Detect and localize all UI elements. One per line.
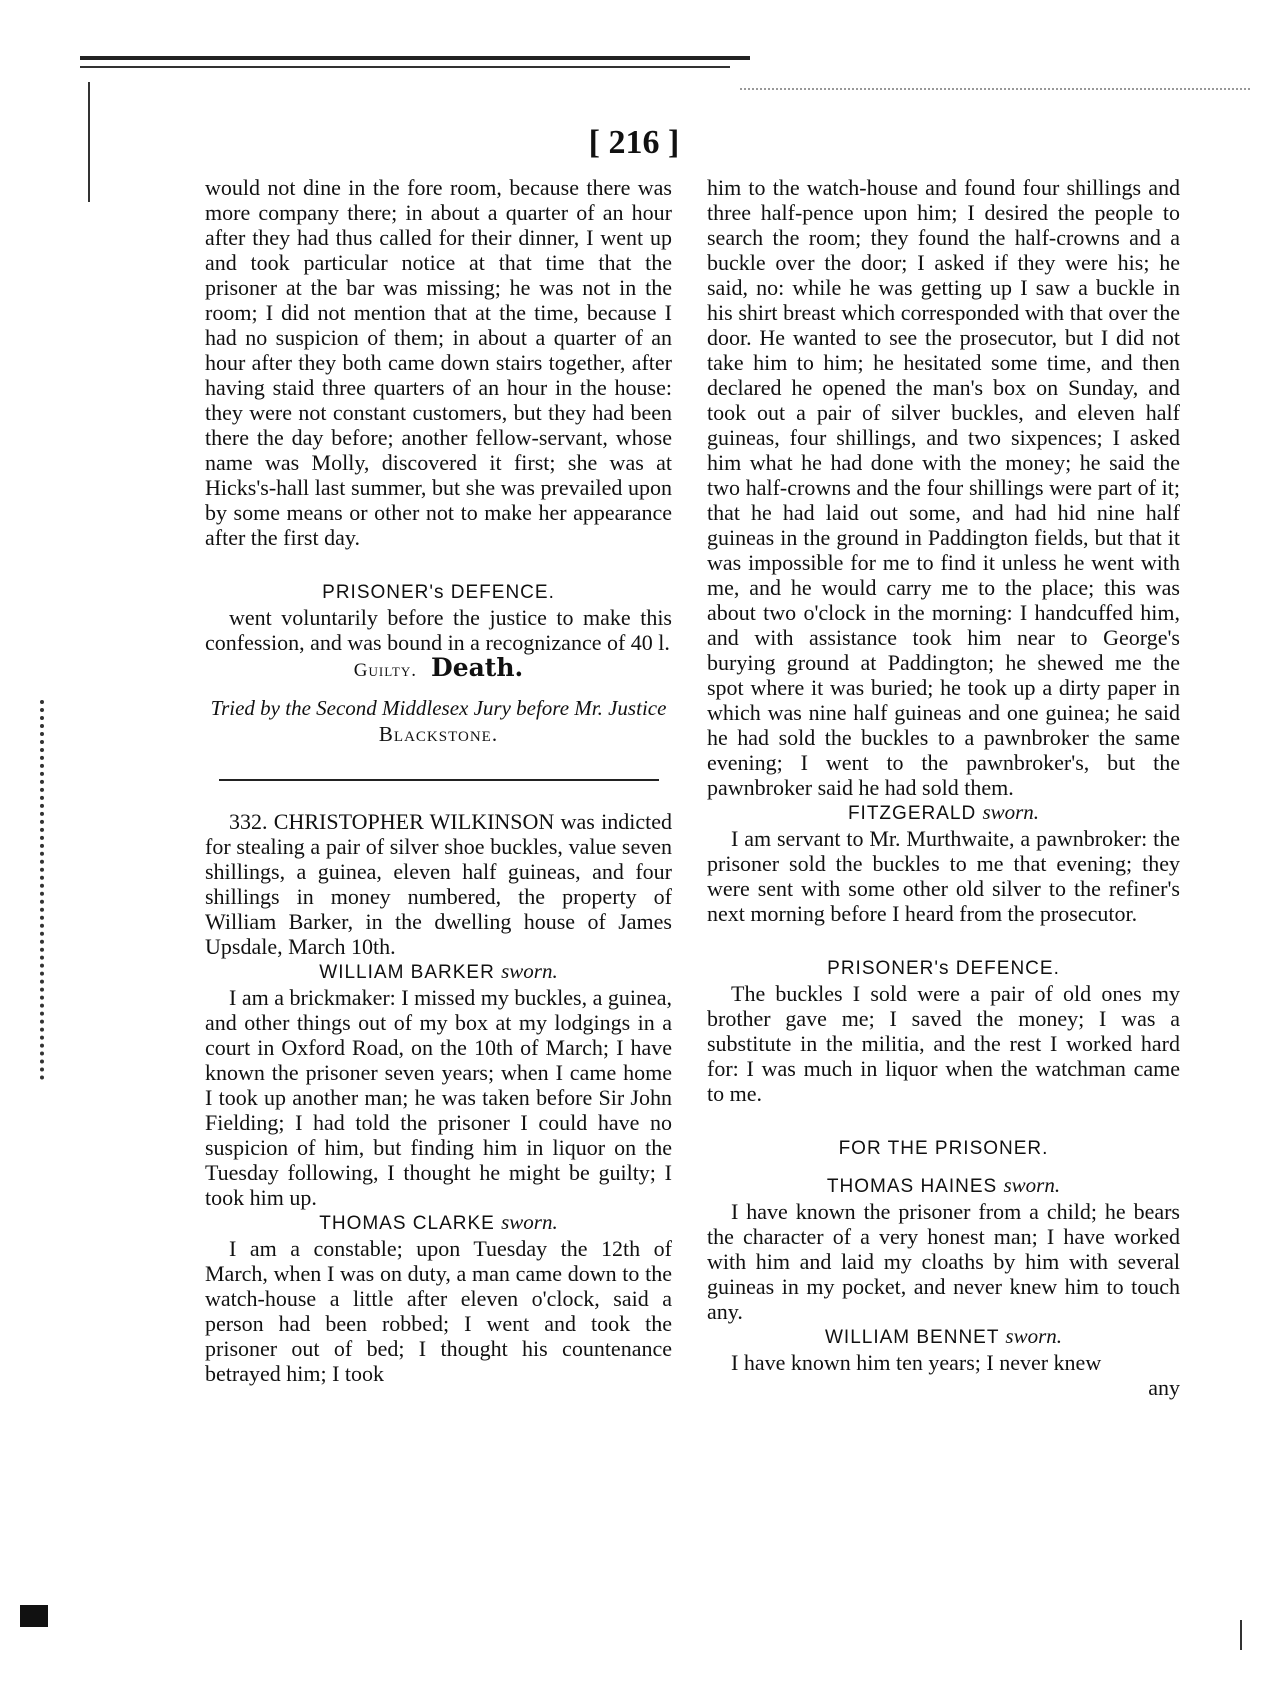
defence-heading: PRISONER's DEFENCE. bbox=[827, 958, 1060, 979]
witness-testimony: I am a brickmaker: I missed my buckles, a guinea, and other things out of my box at my lodgings in a court in Oxford Road, on the 10th of March; I have known the prisoner seven years; when I came home I took up another man; he was taken before Sir John Fielding; I had told the prisoner I could have no suspicion of him, but finding him in liquor on the Tuesday following, I thought he might be guilty; I took him up. bbox=[205, 985, 672, 1210]
sworn-label: sworn. bbox=[501, 959, 558, 983]
left-column bbox=[205, 175, 672, 1386]
page-number: [ 216 ] bbox=[588, 124, 680, 161]
sworn-label: sworn. bbox=[1003, 1173, 1061, 1197]
catchword: any bbox=[1148, 1375, 1180, 1400]
section-divider bbox=[219, 779, 659, 781]
witness-heading bbox=[205, 959, 672, 985]
witness-heading bbox=[707, 1173, 1180, 1199]
witness-name: FITZGERALD bbox=[847, 803, 977, 824]
judge-name: Blackstone. bbox=[378, 722, 499, 746]
witness-heading bbox=[707, 800, 1180, 826]
top-rule-thin bbox=[80, 66, 730, 68]
defence-text: The buckles I sold were a pair of old ones my brother gave me; I saved the money; I was a substitute in the militia, and the rest I worked hard for: I was much in liquor when the watchman came to me. bbox=[707, 981, 1180, 1106]
for-prisoner-heading: FOR THE PRISONER. bbox=[838, 1138, 1049, 1159]
tried-by-text: Tried by the Second Middlesex Jury before Mr. Justice bbox=[210, 696, 667, 720]
case-intro: 332. CHRISTOPHER WILKINSON was indicted for stealing a pair of silver shoe buckles, value seven shillings, a guinea, eleven half guineas, and four shillings in money numbered, the property of William Barker, in the dwelling house of James Upsdale, March 10th. bbox=[205, 809, 672, 959]
witness-name: WILLIAM BENNET bbox=[824, 1327, 1000, 1348]
top-rule bbox=[80, 56, 750, 60]
witness-testimony: I am a constable; upon Tuesday the 12th of March, when I was on duty, a man came down to the watch-house a little after eleven o'clock, said a person had been robbed; I went and took the prisoner out of bed; I thought his countenance betrayed him; I took bbox=[205, 1236, 672, 1386]
opening-paragraph: would not dine in the fore room, because there was more company there; in about a quarter of an hour after they had thus called for their dinner, I went up and took particular notice at that time that the prisoner at the bar was missing; he was not in the room; I did not mention that at the time, because I had no suspicion of them; in about a quarter of an hour after they both came down stairs together, after having staid three quarters of an hour in the house: they were not constant customers, but they had been there the day before; another fellow-servant, whose name was Molly, discovered it first; she was at Hicks's-hall last summer, but she was prevailed upon by some means or other not to make her appearance after the first day. bbox=[205, 175, 672, 550]
ink-blot bbox=[20, 1605, 48, 1627]
witness-testimony: I am servant to Mr. Murthwaite, a pawnbroker: the prisoner sold the buckles to me that evening; they were sent with some other old silver to the refiner's next morning before I heard from the prosecutor. bbox=[707, 826, 1180, 926]
witness-testimony: I have known the prisoner from a child; he bears the character of a very honest man; I have worked with him and laid my cloaths by him with several guineas in my pocket, and never knew him to touch any. bbox=[707, 1199, 1180, 1324]
witness-heading bbox=[707, 1324, 1180, 1350]
margin-mark bbox=[1240, 1620, 1242, 1650]
sworn-label: sworn. bbox=[982, 800, 1040, 824]
defence-text: went voluntarily before the justice to make this confession, and was bound in a recognizance of 40 l. bbox=[205, 605, 672, 655]
sworn-label: sworn. bbox=[501, 1210, 558, 1234]
right-column bbox=[707, 175, 1180, 1400]
sworn-label: sworn. bbox=[1005, 1324, 1063, 1348]
defence-heading: PRISONER's DEFENCE. bbox=[322, 582, 555, 603]
verdict-line bbox=[205, 655, 672, 683]
witness-name: THOMAS HAINES bbox=[826, 1176, 998, 1197]
top-rule-faded bbox=[740, 88, 1250, 91]
verdict: Guilty. bbox=[353, 660, 418, 681]
witness-name: THOMAS CLARKE bbox=[319, 1213, 495, 1234]
witness-heading bbox=[205, 1210, 672, 1236]
continuation-paragraph: him to the watch-house and found four shillings and three half-pence upon him; I desired the people to search the room; they found the half-crowns and a buckle over the door; I asked if they were his; he said, no: while he was getting up I saw a buckle in his shirt breast which corresponded with that over the door. He wanted to see the prosecutor, but I did not take him to him; he hesitated some time, and then declared he opened the man's box on Sunday, and took out a pair of silver buckles, and eleven half guineas, four shillings, and two sixpences; I asked him what he had done with the money; he said the two half-crowns and the four shillings were part of it; that he had laid out some, and had hid nine half guineas in the ground in Paddington fields, but that it was impossible for me to find it unless he went with me, and he would carry me to the place; this was about two o'clock in the morning: I handcuffed him, and with assistance took him near to George's burying ground at Paddington; he shewed me the spot where it was buried; he took up a dirty paper in which was nine half guineas and one guinea; he said he had sold the buckles to a pawnbroker the same evening; I went to the pawnbroker's, but the pawnbroker said he had sold them. bbox=[707, 175, 1180, 800]
margin-speckles bbox=[40, 700, 58, 1080]
witness-testimony: I have known him ten years; I never knew bbox=[731, 1350, 1102, 1375]
sentence: Death. bbox=[431, 653, 524, 682]
tried-by bbox=[205, 695, 672, 747]
witness-name: WILLIAM BARKER bbox=[319, 962, 495, 983]
